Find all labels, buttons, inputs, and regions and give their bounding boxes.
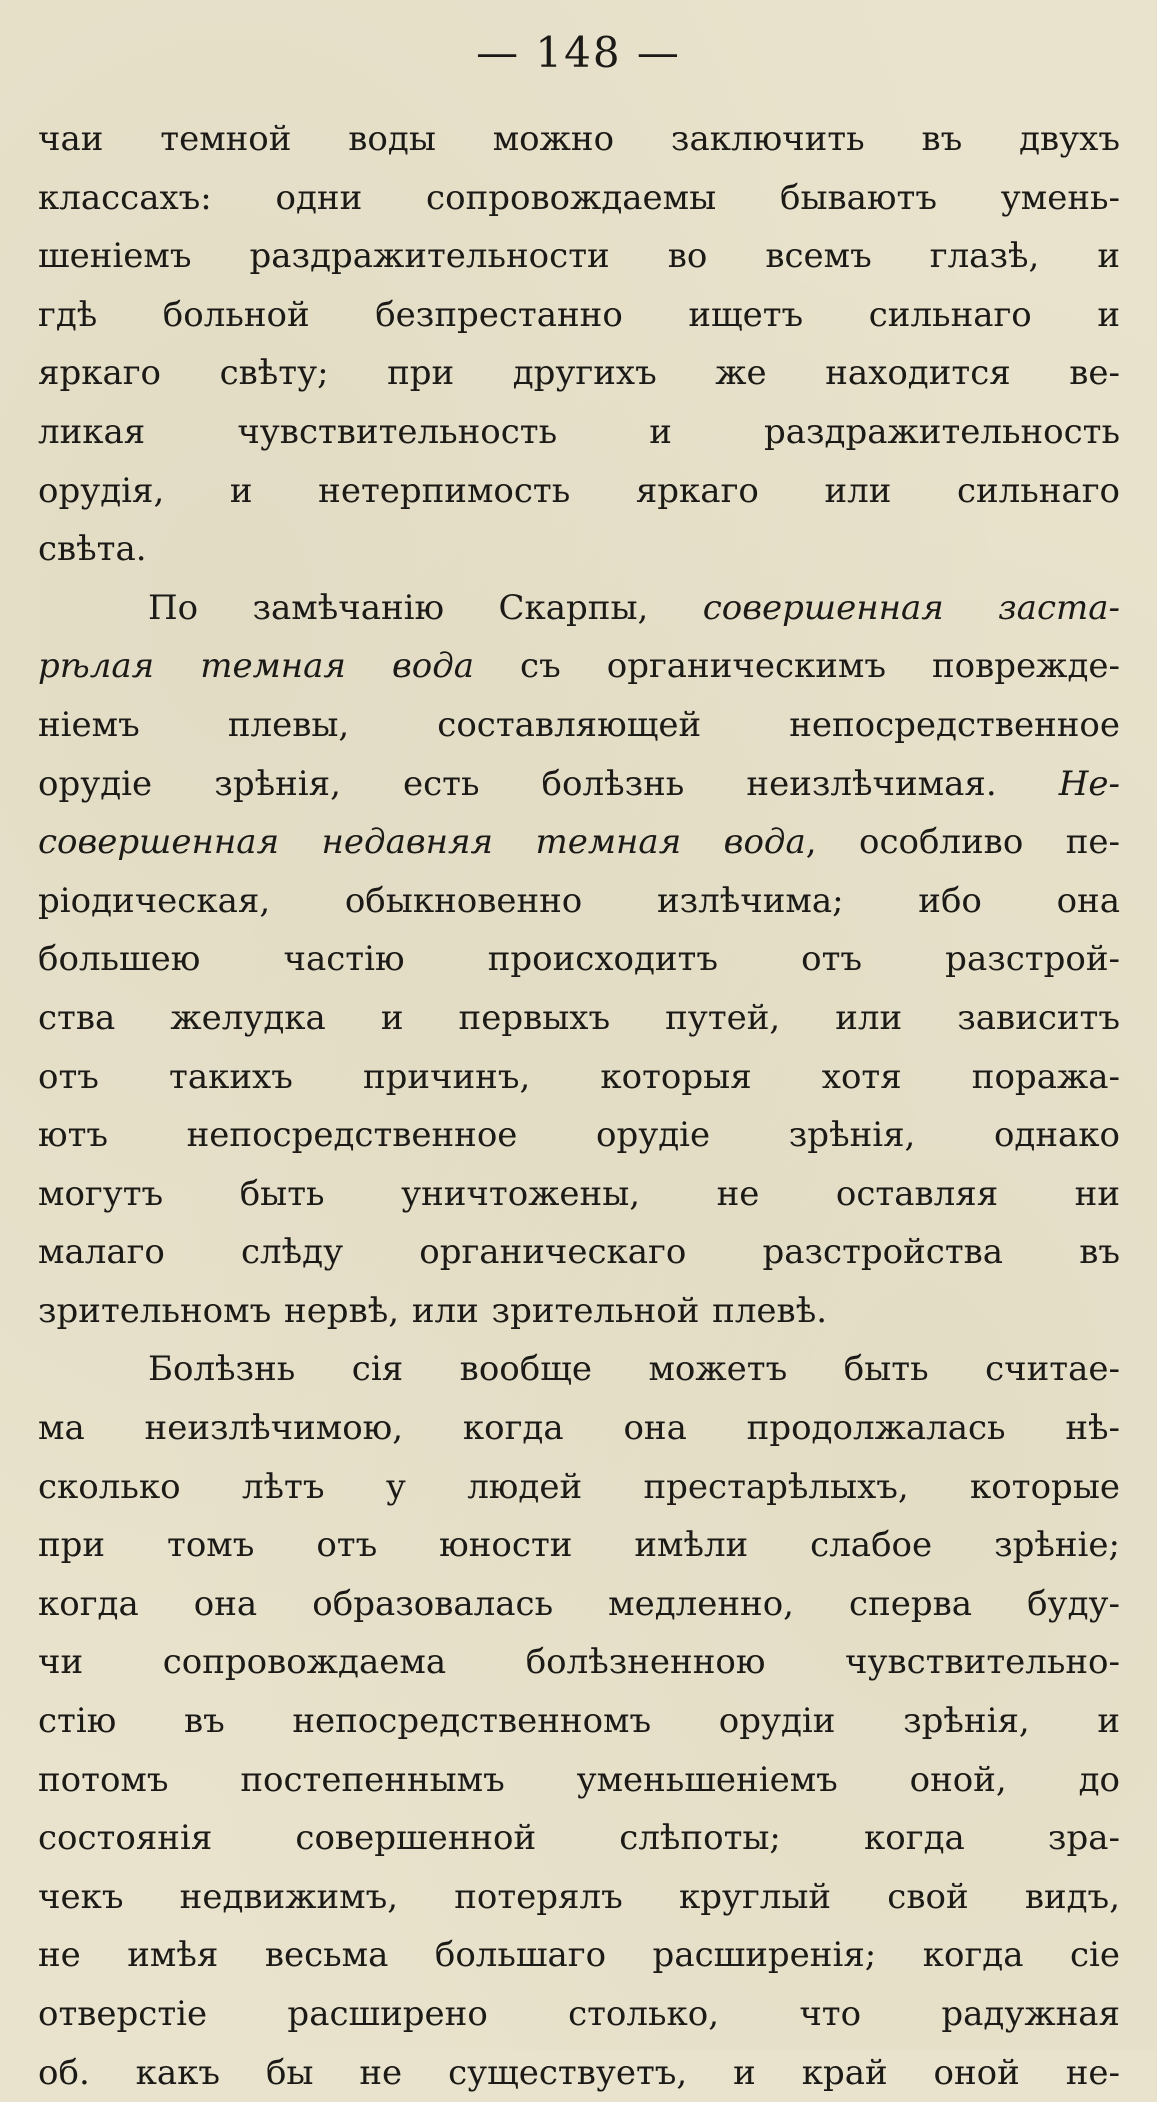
text-run: Болѣзнь сія вообще можетъ быть считае-	[148, 1349, 1120, 1390]
text-line	[38, 1575, 1120, 1634]
text-line	[38, 696, 1120, 755]
text-run: яркаго свѣту; при другихъ же находится ве-	[38, 353, 1120, 394]
text-run: ма неизлѣчимою, когда она продолжалась нѣ-	[38, 1408, 1120, 1449]
text-line	[38, 1809, 1120, 1868]
text-line	[38, 579, 1120, 638]
text-run: сколько лѣтъ у людей престарѣлыхъ, которые	[38, 1466, 1120, 1507]
text-run: состоянія совершенной слѣпоты; когда зра-	[38, 1818, 1120, 1859]
text-run: классахъ: одни сопровождаемы бываютъ умень-	[38, 177, 1120, 218]
text-run: зрительномъ нервѣ, или зрительной плевѣ.	[38, 1290, 828, 1331]
text-line	[38, 2044, 1120, 2102]
text-run: ютъ непосредственное орудіе зрѣнія, однако	[38, 1115, 1120, 1156]
text-run: отверстіе расширено столько, что радужная	[38, 1994, 1120, 2034]
text-line	[38, 1048, 1120, 1107]
text-line	[38, 1106, 1120, 1165]
text-run: гдѣ больной безпрестанно ищетъ сильнаго и	[38, 294, 1120, 335]
text-run: большею частію происходитъ отъ разстрой-	[38, 939, 1120, 980]
text-line	[38, 462, 1120, 521]
text-run: стію въ непосредственномъ орудіи зрѣнія, и	[38, 1701, 1120, 1742]
text-run: об. какъ бы не существуетъ, и край оной не-	[38, 2052, 1120, 2093]
text-line	[38, 813, 1120, 872]
text-line	[38, 169, 1120, 228]
text-run: ніемъ плевы, составляющей непосредственное	[38, 704, 1120, 745]
text-line	[38, 286, 1120, 345]
text-run: чаи темной воды можно заключить въ двухъ	[38, 119, 1120, 159]
text-line	[38, 930, 1120, 989]
text-run: орудіе зрѣнія, есть болѣзнь неизлѣчимая.	[38, 763, 1059, 804]
text-line	[38, 1751, 1120, 1810]
italic-text: Не-	[1058, 763, 1120, 804]
text-line	[38, 1985, 1120, 2044]
text-run: съ органическимъ поврежде-	[474, 646, 1120, 687]
text-run: малаго слѣду органическаго разстройства въ	[38, 1232, 1120, 1273]
text-run: потомъ постепеннымъ уменьшеніемъ оной, до	[38, 1759, 1120, 1800]
text-line	[38, 1458, 1120, 1517]
text-line	[38, 989, 1120, 1048]
text-run: чекъ недвижимъ, потерялъ круглый свой видъ,	[38, 1876, 1120, 1917]
text-line	[38, 1399, 1120, 1458]
text-run: чи сопровождаема болѣзненною чувствительно-	[38, 1642, 1120, 1683]
text-run: орудія, и нетерпимость яркаго или сильнаго	[38, 470, 1120, 511]
text-run: ріодическая, обыкновенно излѣчима; ибо она	[38, 880, 1120, 921]
text-line	[38, 1223, 1120, 1282]
text-line	[38, 637, 1120, 696]
text-run: могутъ быть уничтожены, не оставляя ни	[38, 1173, 1120, 1214]
text-line	[38, 1692, 1120, 1751]
page-number: — 148 —	[476, 28, 681, 77]
text-line	[38, 1868, 1120, 1927]
text-line	[38, 403, 1120, 462]
text-line	[38, 110, 1120, 169]
text-line	[38, 1165, 1120, 1224]
text-line	[38, 1282, 1120, 1341]
text-run: , особливо пе-	[805, 822, 1120, 863]
text-line	[38, 520, 1120, 579]
text-run: когда она образовалась медленно, сперва буду-	[38, 1583, 1120, 1624]
text-line	[38, 344, 1120, 403]
text-line	[38, 755, 1120, 814]
text-line	[38, 1926, 1120, 1985]
italic-text: совершенная заста-	[702, 587, 1120, 628]
body-text	[38, 110, 1120, 2102]
text-line	[38, 872, 1120, 931]
text-run: не имѣя весьма большаго расширенія; когда сіе	[38, 1935, 1120, 1976]
text-run: ства желудка и первыхъ путей, или зависитъ	[38, 997, 1120, 1038]
text-run: свѣта.	[38, 529, 147, 570]
italic-text: совершенная недавняя темная вода	[38, 822, 806, 863]
text-run: По замѣчанію Скарпы,	[148, 587, 703, 628]
text-run: ликая чувствительность и раздражительность	[38, 411, 1120, 452]
text-line	[38, 1516, 1120, 1575]
italic-text: рѣлая темная вода	[38, 646, 475, 687]
text-run: при томъ отъ юности имѣли слабое зрѣніе;	[38, 1525, 1120, 1566]
text-line	[38, 227, 1120, 286]
text-run: шеніемъ раздражительности во всемъ глазѣ, и	[38, 236, 1120, 277]
text-line	[38, 1633, 1120, 1692]
text-run: отъ такихъ причинъ, которыя хотя поража-	[38, 1056, 1120, 1097]
text-line	[38, 1340, 1120, 1399]
